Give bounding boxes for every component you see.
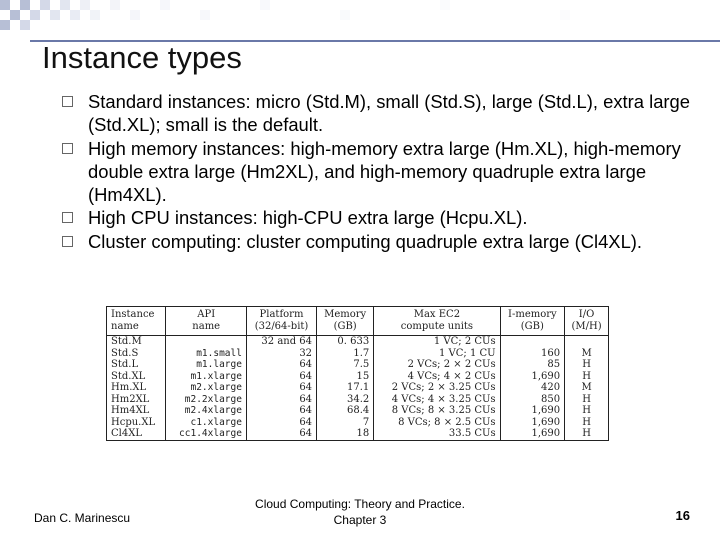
checkbox-bullet-icon [62,96,73,107]
table-cell: 32 [246,348,316,360]
table-cell: m1.xlarge [166,371,247,383]
slide-title: Instance types [42,40,242,75]
table-cell: Hm4XL [107,405,166,417]
table-cell: H [565,394,609,406]
table-cell: 8 VCs; 8 × 2.5 CUs [374,417,500,429]
table-cell: 8 VCs; 8 × 3.25 CUs [374,405,500,417]
table-cell: 64 [246,417,316,429]
footer-author: Dan C. Marinescu [34,511,131,525]
table-cell: m1.small [166,348,247,360]
table-cell: cc1.4xlarge [166,428,247,440]
table-row [107,405,609,417]
table-cell: 160 [500,348,565,360]
column-header: Memory (GB) [317,307,374,336]
table-cell: H [565,359,609,371]
table-cell: 33.5 CUs [374,428,500,440]
table-cell: H [565,371,609,383]
bullet-text: Cluster computing: cluster computing quadruple extra large (Cl4XL). [88,230,643,252]
table-cell: 32 and 64 [246,336,316,348]
column-header: Instance name [107,307,166,336]
table-cell: 1,690 [500,405,565,417]
column-header: I-memory (GB) [500,307,565,336]
table-cell: m2.xlarge [166,382,247,394]
instance-table-figure [106,306,609,472]
table-cell [166,336,247,348]
table-cell: Std.M [107,336,166,348]
table-cell: 7 [317,417,374,429]
footer-chapter: Chapter 3 [333,513,387,527]
table-cell: c1.xlarge [166,417,247,429]
table-cell: 17.1 [317,382,374,394]
table-cell: 1,690 [500,428,565,440]
table-row [107,428,609,440]
table-cell: 1 VC; 2 CUs [374,336,500,348]
bullet-text: Standard instances: micro (Std.M), small (Std.S), large (Std.L), extra large (Std.XL); small is the default. [88,91,690,136]
table-cell: 7.5 [317,359,374,371]
bullet-item [62,206,712,229]
table-cell: 64 [246,394,316,406]
table-row [107,394,609,406]
table-cell: 64 [246,428,316,440]
table-cell: Cl4XL [107,428,166,440]
checkbox-bullet-icon [62,143,73,154]
table-cell: 64 [246,371,316,383]
table-cell: 1 VC; 1 CU [374,348,500,360]
decorative-checker-pattern [0,0,720,40]
page-number: 16 [675,508,690,523]
table-cell: 1,690 [500,417,565,429]
table-cell: H [565,405,609,417]
table-cell: 420 [500,382,565,394]
table-cell: 850 [500,394,565,406]
table-cell: 1.7 [317,348,374,360]
table-cell [500,336,565,348]
table-cell: 2 VCs; 2 × 3.25 CUs [374,382,500,394]
checkbox-bullet-icon [62,212,73,223]
checkbox-bullet-icon [62,236,73,247]
table-cell: 15 [317,371,374,383]
instance-table [106,306,609,441]
bullet-text: High memory instances: high-memory extra large (Hm.XL), high-memory double extra large (Hm2XL), and high-memory quadruple extra large (Hm4XL). [88,137,681,206]
table-cell: 85 [500,359,565,371]
table-cell: Hm.XL [107,382,166,394]
table-cell: Hm2XL [107,394,166,406]
table-cell: Std.XL [107,371,166,383]
table-cell: m2.4xlarge [166,405,247,417]
table-cell: 0. 633 [317,336,374,348]
table-row [107,382,609,394]
table-cell: Std.L [107,359,166,371]
column-header: Platform (32/64-bit) [246,307,316,336]
table-cell: 4 VCs; 4 × 2 CUs [374,371,500,383]
table-cell: 18 [317,428,374,440]
table-row [107,336,609,348]
table-header-row [107,307,609,336]
footer-book-line: Cloud Computing: Theory and Practice. [255,497,465,511]
column-header: I/O (M/H) [565,307,609,336]
table-cell: 64 [246,359,316,371]
bullet-list [62,90,712,253]
table-row [107,371,609,383]
table-cell: 1,690 [500,371,565,383]
table-cell: M [565,382,609,394]
table-cell: 64 [246,405,316,417]
table-cell: Hcpu.XL [107,417,166,429]
table-cell: 34.2 [317,394,374,406]
table-cell: m2.2xlarge [166,394,247,406]
table-cell: 68.4 [317,405,374,417]
table-cell: H [565,428,609,440]
table-cell: Std.S [107,348,166,360]
table-row [107,359,609,371]
footer-book-title [230,496,490,528]
bullet-item [62,137,712,207]
column-header: Max EC2 compute units [374,307,500,336]
column-header: API name [166,307,247,336]
table-cell: H [565,417,609,429]
table-cell [565,336,609,348]
table-cell: M [565,348,609,360]
table-row [107,348,609,360]
table-cell: 2 VCs; 2 × 2 CUs [374,359,500,371]
table-cell: m1.large [166,359,247,371]
bullet-item [62,90,712,137]
table-cell: 4 VCs; 4 × 3.25 CUs [374,394,500,406]
table-cell: 64 [246,382,316,394]
table-body [107,336,609,441]
table-row [107,417,609,429]
bullet-text: High CPU instances: high-CPU extra large (Hcpu.XL). [88,207,528,229]
bullet-item [62,230,712,253]
